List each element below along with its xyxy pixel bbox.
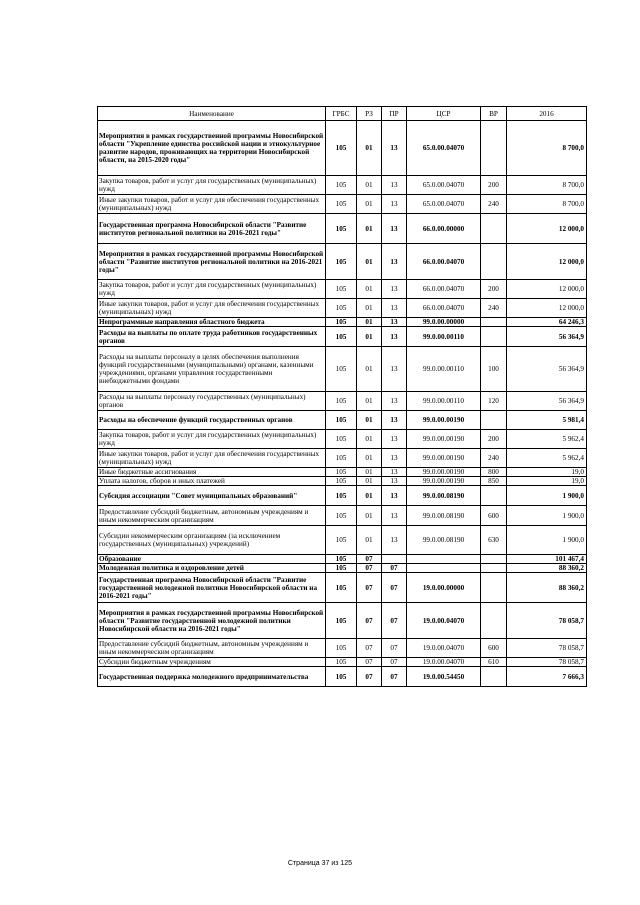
row-name: Субсидии бюджетным учреждениям: [98, 658, 326, 667]
table-row: [98, 430, 587, 449]
row-vr: [481, 564, 507, 573]
row-name: Закупка товаров, работ и услуг для государственных (муниципальных) нужд: [98, 176, 326, 195]
row-amount: 78 058,7: [507, 603, 587, 639]
row-pr: 13: [382, 280, 407, 299]
row-csr: 99.0.00.00190: [407, 477, 481, 486]
row-name: Расходы на выплаты персоналу государственных (муниципальных) органов: [98, 392, 326, 411]
table-row: [98, 280, 587, 299]
row-grbs: 105: [326, 658, 357, 667]
row-vr: 630: [481, 526, 507, 555]
header-name: Наименование: [98, 107, 326, 121]
row-csr: [407, 555, 481, 564]
row-amount: 12 000,0: [507, 214, 587, 244]
row-amount: 88 360,2: [507, 573, 587, 603]
row-vr: 240: [481, 195, 507, 214]
row-csr: 99.0.00.00110: [407, 347, 481, 392]
row-amount: 12 000,0: [507, 280, 587, 299]
row-pr: 07: [382, 573, 407, 603]
row-pr: 13: [382, 244, 407, 280]
row-grbs: 105: [326, 299, 357, 318]
row-csr: 65.0.00.04070: [407, 195, 481, 214]
row-pr: 13: [382, 468, 407, 477]
row-pr: 13: [382, 430, 407, 449]
row-vr: 610: [481, 658, 507, 667]
header-vr: ВР: [481, 107, 507, 121]
row-grbs: 105: [326, 327, 357, 347]
row-rz: 01: [357, 449, 382, 468]
row-grbs: 105: [326, 603, 357, 639]
row-csr: 99.0.00.00190: [407, 449, 481, 468]
row-rz: 01: [357, 526, 382, 555]
row-vr: [481, 244, 507, 280]
row-csr: 19.0.00.04070: [407, 639, 481, 658]
row-rz: 01: [357, 392, 382, 411]
row-rz: 01: [357, 468, 382, 477]
row-pr: 13: [382, 477, 407, 486]
row-name: Молодежная политика и оздоровление детей: [98, 564, 326, 573]
row-pr: 13: [382, 176, 407, 195]
row-name: Образование: [98, 555, 326, 564]
row-name: Иные закупки товаров, работ и услуг для обеспечения государственных (муниципальных) нужд: [98, 449, 326, 468]
row-name: Государственная программа Новосибирской области "Развитие институтов региональной политики на 2016-2021 годы": [98, 214, 326, 244]
row-vr: [481, 327, 507, 347]
row-grbs: 105: [326, 564, 357, 573]
row-grbs: 105: [326, 639, 357, 658]
row-vr: [481, 121, 507, 176]
header-pr: ПР: [382, 107, 407, 121]
row-rz: 07: [357, 564, 382, 573]
row-grbs: 105: [326, 411, 357, 430]
row-grbs: 105: [326, 555, 357, 564]
row-vr: [481, 411, 507, 430]
row-pr: 13: [382, 214, 407, 244]
row-amount: 19,0: [507, 468, 587, 477]
row-vr: [481, 667, 507, 687]
table-row: [98, 176, 587, 195]
row-name: Закупка товаров, работ и услуг для государственных (муниципальных) нужд: [98, 280, 326, 299]
row-amount: 19,0: [507, 477, 587, 486]
row-vr: 200: [481, 430, 507, 449]
table-row: [98, 299, 587, 318]
row-amount: 12 000,0: [507, 299, 587, 318]
table-row: [98, 411, 587, 430]
row-amount: 12 000,0: [507, 244, 587, 280]
table-row: [98, 121, 587, 176]
row-name: Мероприятия в рамках государственной программы Новосибирской области "Развитие институтов региональной политики на 2016-2021 годы": [98, 244, 326, 280]
table-row: [98, 639, 587, 658]
row-rz: 01: [357, 327, 382, 347]
header-csr: ЦСР: [407, 107, 481, 121]
row-csr: 65.0.00.04070: [407, 176, 481, 195]
row-amount: 8 700,0: [507, 195, 587, 214]
row-vr: [481, 603, 507, 639]
row-rz: 01: [357, 411, 382, 430]
row-pr: 07: [382, 658, 407, 667]
row-grbs: 105: [326, 573, 357, 603]
row-csr: [407, 564, 481, 573]
row-pr: 13: [382, 486, 407, 506]
row-rz: 07: [357, 555, 382, 564]
row-grbs: 105: [326, 486, 357, 506]
row-pr: [382, 555, 407, 564]
row-grbs: 105: [326, 176, 357, 195]
row-rz: 01: [357, 430, 382, 449]
page-number: Страница 37 из 125: [287, 860, 353, 867]
row-name: Мероприятия в рамках государственной программы Новосибирской области "Развитие государственной молодежной политики Новосибирской области на 2016-2021 годы": [98, 603, 326, 639]
row-pr: 13: [382, 121, 407, 176]
row-vr: [481, 214, 507, 244]
row-csr: 66.0.00.04070: [407, 280, 481, 299]
row-rz: 01: [357, 477, 382, 486]
table-row: [98, 318, 587, 327]
header-grbs: ГРБС: [326, 107, 357, 121]
row-name: Государственная поддержка молодежного предпринимательства: [98, 667, 326, 687]
row-csr: 99.0.00.00190: [407, 468, 481, 477]
table-row: [98, 214, 587, 244]
row-grbs: 105: [326, 392, 357, 411]
row-amount: 78 058,7: [507, 639, 587, 658]
row-rz: 01: [357, 214, 382, 244]
row-amount: 56 364,9: [507, 327, 587, 347]
row-amount: 7 666,3: [507, 667, 587, 687]
row-pr: 13: [382, 526, 407, 555]
row-amount: 5 962,4: [507, 449, 587, 468]
row-pr: 13: [382, 506, 407, 526]
row-amount: 5 981,4: [507, 411, 587, 430]
row-vr: 600: [481, 506, 507, 526]
row-grbs: 105: [326, 506, 357, 526]
row-rz: 07: [357, 667, 382, 687]
row-grbs: 105: [326, 430, 357, 449]
table-row: [98, 658, 587, 667]
row-vr: 800: [481, 468, 507, 477]
row-pr: 13: [382, 195, 407, 214]
row-csr: 19.0.00.00000: [407, 573, 481, 603]
row-amount: 78 058,7: [507, 658, 587, 667]
row-pr: 13: [382, 318, 407, 327]
row-pr: 13: [382, 347, 407, 392]
table-row: [98, 244, 587, 280]
row-pr: 13: [382, 392, 407, 411]
table-row: [98, 526, 587, 555]
row-amount: 101 467,4: [507, 555, 587, 564]
row-csr: 99.0.00.08190: [407, 506, 481, 526]
row-name: Субсидия ассоциации "Совет муниципальных образований": [98, 486, 326, 506]
row-csr: 99.0.00.08190: [407, 526, 481, 555]
row-rz: 01: [357, 486, 382, 506]
table-row: [98, 477, 587, 486]
row-vr: 240: [481, 299, 507, 318]
row-amount: 1 900,0: [507, 506, 587, 526]
table-row: [98, 603, 587, 639]
row-rz: 01: [357, 121, 382, 176]
row-grbs: 105: [326, 280, 357, 299]
row-rz: 01: [357, 318, 382, 327]
row-name: Уплата налогов, сборов и иных платежей: [98, 477, 326, 486]
row-vr: 200: [481, 280, 507, 299]
row-pr: 13: [382, 327, 407, 347]
row-grbs: 105: [326, 121, 357, 176]
row-vr: [481, 573, 507, 603]
table-row: [98, 667, 587, 687]
row-name: Мероприятия в рамках государственной программы Новосибирской области "Укрепление единства российской нации и этнокультурное развитие народов, проживающих на территории Новосибирской области, на 2015-2020 годы": [98, 121, 326, 176]
row-csr: 99.0.00.00190: [407, 430, 481, 449]
row-rz: 07: [357, 603, 382, 639]
row-rz: 01: [357, 176, 382, 195]
row-vr: 850: [481, 477, 507, 486]
table-row: [98, 506, 587, 526]
row-amount: 1 900,0: [507, 486, 587, 506]
row-csr: 66.0.00.04070: [407, 244, 481, 280]
row-amount: 64 246,3: [507, 318, 587, 327]
table-body: [98, 121, 587, 687]
row-pr: 07: [382, 667, 407, 687]
row-grbs: 105: [326, 195, 357, 214]
row-rz: 01: [357, 299, 382, 318]
row-vr: 240: [481, 449, 507, 468]
row-csr: 66.0.00.04070: [407, 299, 481, 318]
row-grbs: 105: [326, 667, 357, 687]
row-vr: [481, 318, 507, 327]
row-grbs: 105: [326, 477, 357, 486]
table-row: [98, 486, 587, 506]
row-rz: 01: [357, 244, 382, 280]
table-row: [98, 327, 587, 347]
row-amount: 5 962,4: [507, 430, 587, 449]
row-amount: 1 900,0: [507, 526, 587, 555]
table-row: [98, 555, 587, 564]
row-csr: 19.0.00.54450: [407, 667, 481, 687]
row-name: Предоставление субсидий бюджетным, автономным учреждениям и иным некоммерческим организациям: [98, 639, 326, 658]
row-rz: 07: [357, 639, 382, 658]
row-rz: 01: [357, 280, 382, 299]
row-csr: 99.0.00.00000: [407, 318, 481, 327]
row-vr: 200: [481, 176, 507, 195]
row-csr: 99.0.00.00110: [407, 392, 481, 411]
row-grbs: 105: [326, 214, 357, 244]
row-pr: 07: [382, 564, 407, 573]
row-grbs: 105: [326, 318, 357, 327]
row-csr: 99.0.00.00190: [407, 411, 481, 430]
row-pr: 13: [382, 299, 407, 318]
row-amount: 88 360,2: [507, 564, 587, 573]
row-csr: 65.0.00.04070: [407, 121, 481, 176]
row-vr: [481, 486, 507, 506]
row-name: Субсидии некоммерческим организациям (за исключением государственных (муниципальных) учреждений): [98, 526, 326, 555]
row-grbs: 105: [326, 468, 357, 477]
row-rz: 01: [357, 347, 382, 392]
row-name: Расходы на выплаты по оплате труда работников государственных органов: [98, 327, 326, 347]
row-pr: 07: [382, 603, 407, 639]
row-name: Закупка товаров, работ и услуг для государственных (муниципальных) нужд: [98, 430, 326, 449]
row-name: Иные закупки товаров, работ и услуг для обеспечения государственных (муниципальных) нужд: [98, 299, 326, 318]
table-row: [98, 347, 587, 392]
row-rz: 07: [357, 658, 382, 667]
row-pr: 07: [382, 639, 407, 658]
row-csr: 19.0.00.04070: [407, 603, 481, 639]
row-grbs: 105: [326, 347, 357, 392]
table-row: [98, 573, 587, 603]
row-grbs: 105: [326, 449, 357, 468]
table-row: [98, 449, 587, 468]
row-pr: 13: [382, 449, 407, 468]
row-name: Иные закупки товаров, работ и услуг для обеспечения государственных (муниципальных) нужд: [98, 195, 326, 214]
row-name: Государственная программа Новосибирской области "Развитие государственной молодежной политики Новосибирской области на 2016-2021 годы": [98, 573, 326, 603]
table-row: [98, 564, 587, 573]
row-vr: 100: [481, 347, 507, 392]
row-amount: 56 364,9: [507, 347, 587, 392]
row-vr: [481, 555, 507, 564]
row-name: Предоставление субсидий бюджетным, автономным учреждениям и иным некоммерческим организациям: [98, 506, 326, 526]
budget-table: [97, 106, 587, 687]
header-rz: РЗ: [357, 107, 382, 121]
row-vr: 600: [481, 639, 507, 658]
row-csr: 99.0.00.00110: [407, 327, 481, 347]
table-row: [98, 392, 587, 411]
row-vr: 120: [481, 392, 507, 411]
row-amount: 8 700,0: [507, 121, 587, 176]
row-rz: 01: [357, 506, 382, 526]
row-rz: 01: [357, 195, 382, 214]
row-csr: 99.0.00.08190: [407, 486, 481, 506]
row-amount: 8 700,0: [507, 176, 587, 195]
row-rz: 07: [357, 573, 382, 603]
row-pr: 13: [382, 411, 407, 430]
row-grbs: 105: [326, 244, 357, 280]
table-header-row: [98, 107, 587, 121]
row-amount: 56 364,9: [507, 392, 587, 411]
row-csr: 19.0.00.04070: [407, 658, 481, 667]
header-year: 2016: [507, 107, 587, 121]
table-row: [98, 468, 587, 477]
row-name: Расходы на обеспечение функций государственных органов: [98, 411, 326, 430]
row-grbs: 105: [326, 526, 357, 555]
table-row: [98, 195, 587, 214]
row-name: Непрограммные направления областного бюджета: [98, 318, 326, 327]
row-csr: 66.0.00.00000: [407, 214, 481, 244]
row-name: Иные бюджетные ассигнования: [98, 468, 326, 477]
row-name: Расходы на выплаты персоналу в целях обеспечения выполнения функций государственными (муниципальными) органами, казенными учреждениями, органами управления государственными внебюджетными фондами: [98, 347, 326, 392]
